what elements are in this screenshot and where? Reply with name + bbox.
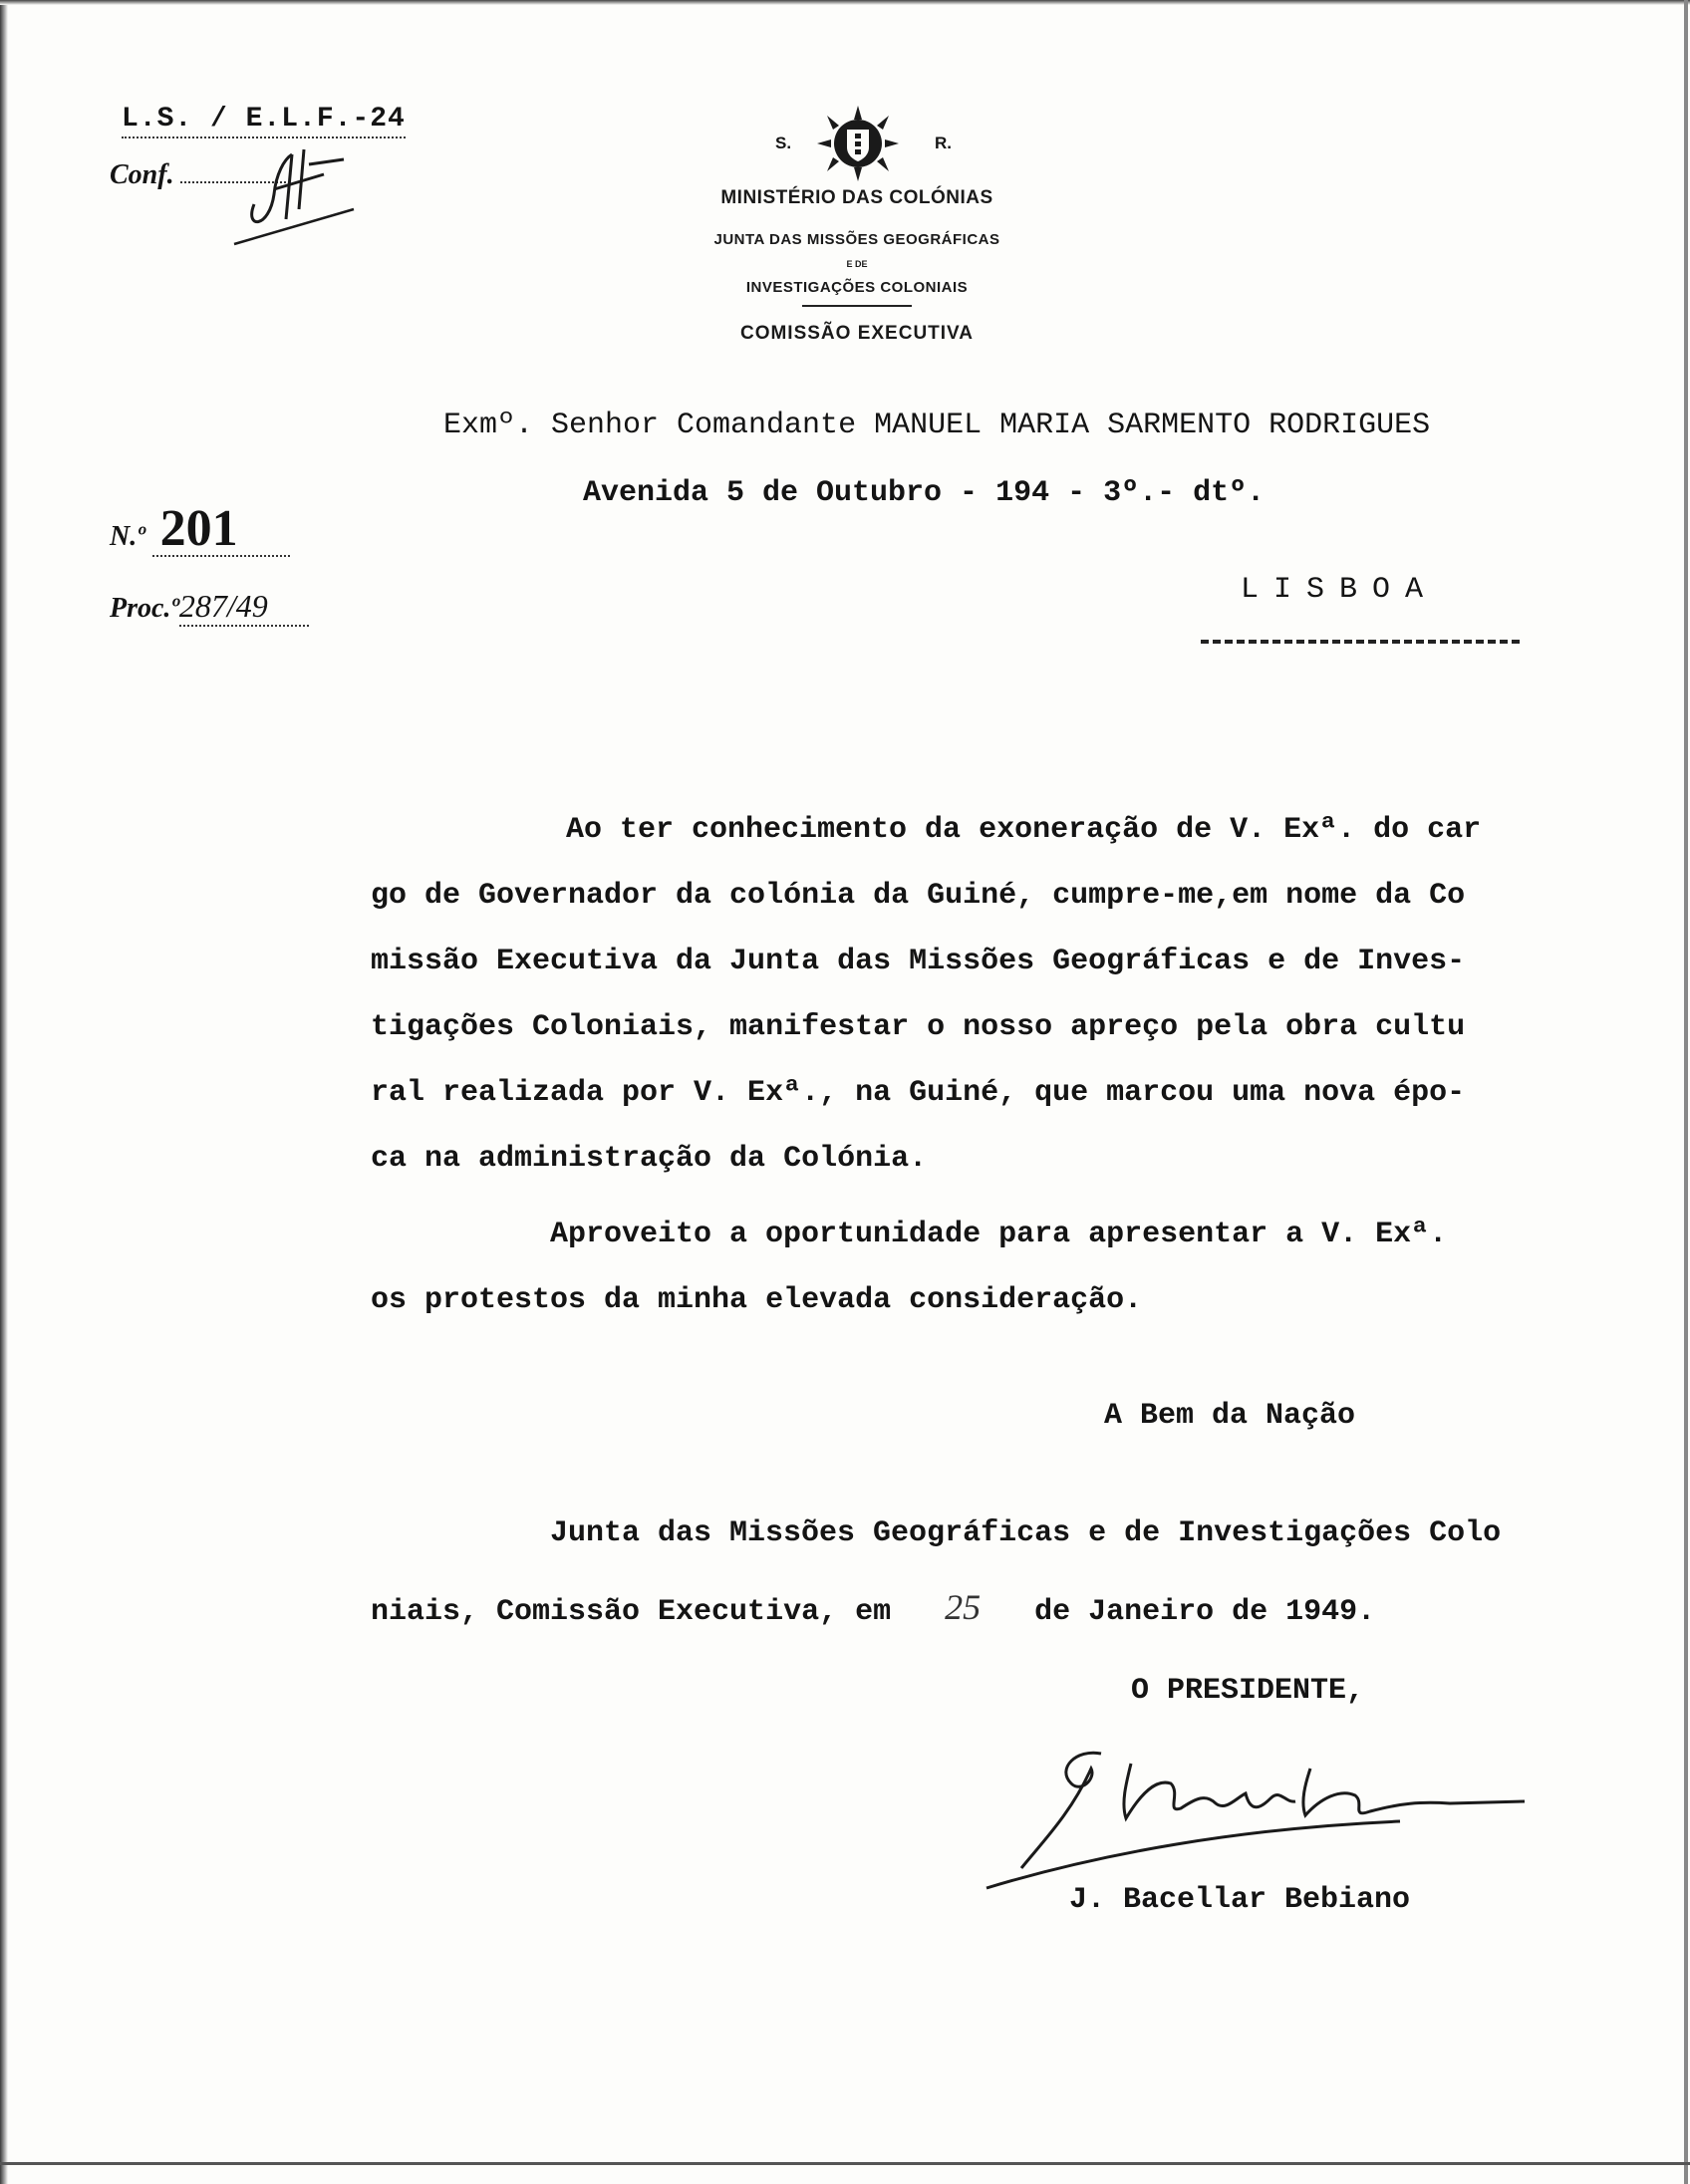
body-line: tigações Coloniais, manifestar o nosso apreço pela obra cultu (371, 1010, 1466, 1044)
body-line: missão Executiva da Junta das Missões Geográficas e de Inves- (371, 945, 1466, 978)
body-line: Ao ter conhecimento da exoneração de V. Exª. do car (566, 813, 1482, 847)
body-line: ral realizada por V. Exª., na Guiné, que marcou uma nova épo- (371, 1076, 1466, 1110)
number-label: N.º (110, 521, 145, 552)
scan-edge-left (0, 0, 8, 2184)
dateline-text: niais, Comissão Executiva, em (371, 1595, 892, 1629)
dateline-text: de Janeiro de 1949. (1034, 1595, 1376, 1629)
recipient-address: Avenida 5 de Outubro - 194 - 3º.- dtº. (583, 476, 1266, 510)
body-line: Aproveito a oportunidade para apresentar a V. Exª. (550, 1218, 1448, 1251)
letterhead-r: R. (935, 134, 952, 152)
reference-code: L.S. / E.L.F.-24 (122, 104, 406, 138)
document-number (110, 500, 290, 557)
scan-edge-bottom (0, 2162, 1690, 2165)
process-number (110, 588, 309, 627)
city-underline (1201, 640, 1520, 644)
recipient-line: Exmº. Senhor Comandante MANUEL MARIA SARMENTO RODRIGUES (443, 409, 1431, 442)
letterhead-divider (802, 305, 912, 307)
investigations-name: INVESTIGAÇÕES COLONIAIS (745, 279, 969, 296)
scan-edge-right (1684, 0, 1688, 2184)
ministry-name: MINISTÉRIO DAS COLÓNIAS (720, 187, 993, 208)
conf-label: Conf. (110, 159, 174, 190)
dateline: Junta das Missões Geográficas e de Investigações Colo (550, 1516, 1502, 1550)
coat-of-arms-icon (813, 104, 903, 183)
body-line: go de Governador da colónia da Guiné, cumpre-me,em nome da Co (371, 879, 1466, 913)
body-line: os protestos da minha elevada consideração. (371, 1283, 1143, 1317)
dateline (371, 1586, 1375, 1629)
letterhead-s: S. (775, 134, 792, 152)
scan-edge-top (0, 0, 1690, 5)
commission-name: COMISSÃO EXECUTIVA (739, 323, 975, 344)
signer-name: J. Bacellar Bebiano (1069, 1883, 1411, 1917)
recipient-city: LISBOA (1241, 573, 1439, 607)
junta-name: JUNTA DAS MISSÕES GEOGRÁFICAS (713, 231, 1000, 248)
process-value: 287/49 (179, 588, 309, 627)
handwritten-initials (214, 135, 364, 254)
process-label: Proc.º (110, 593, 179, 624)
junta-connector: E DE (846, 259, 868, 269)
president-title: O PRESIDENTE, (1131, 1674, 1365, 1708)
closing-formula: A Bem da Nação (1104, 1399, 1356, 1433)
number-value: 201 (152, 503, 290, 557)
date-day: 25 (945, 1587, 982, 1627)
body-line: ca na administração da Colónia. (371, 1142, 928, 1176)
handwritten-signature (982, 1724, 1540, 1893)
